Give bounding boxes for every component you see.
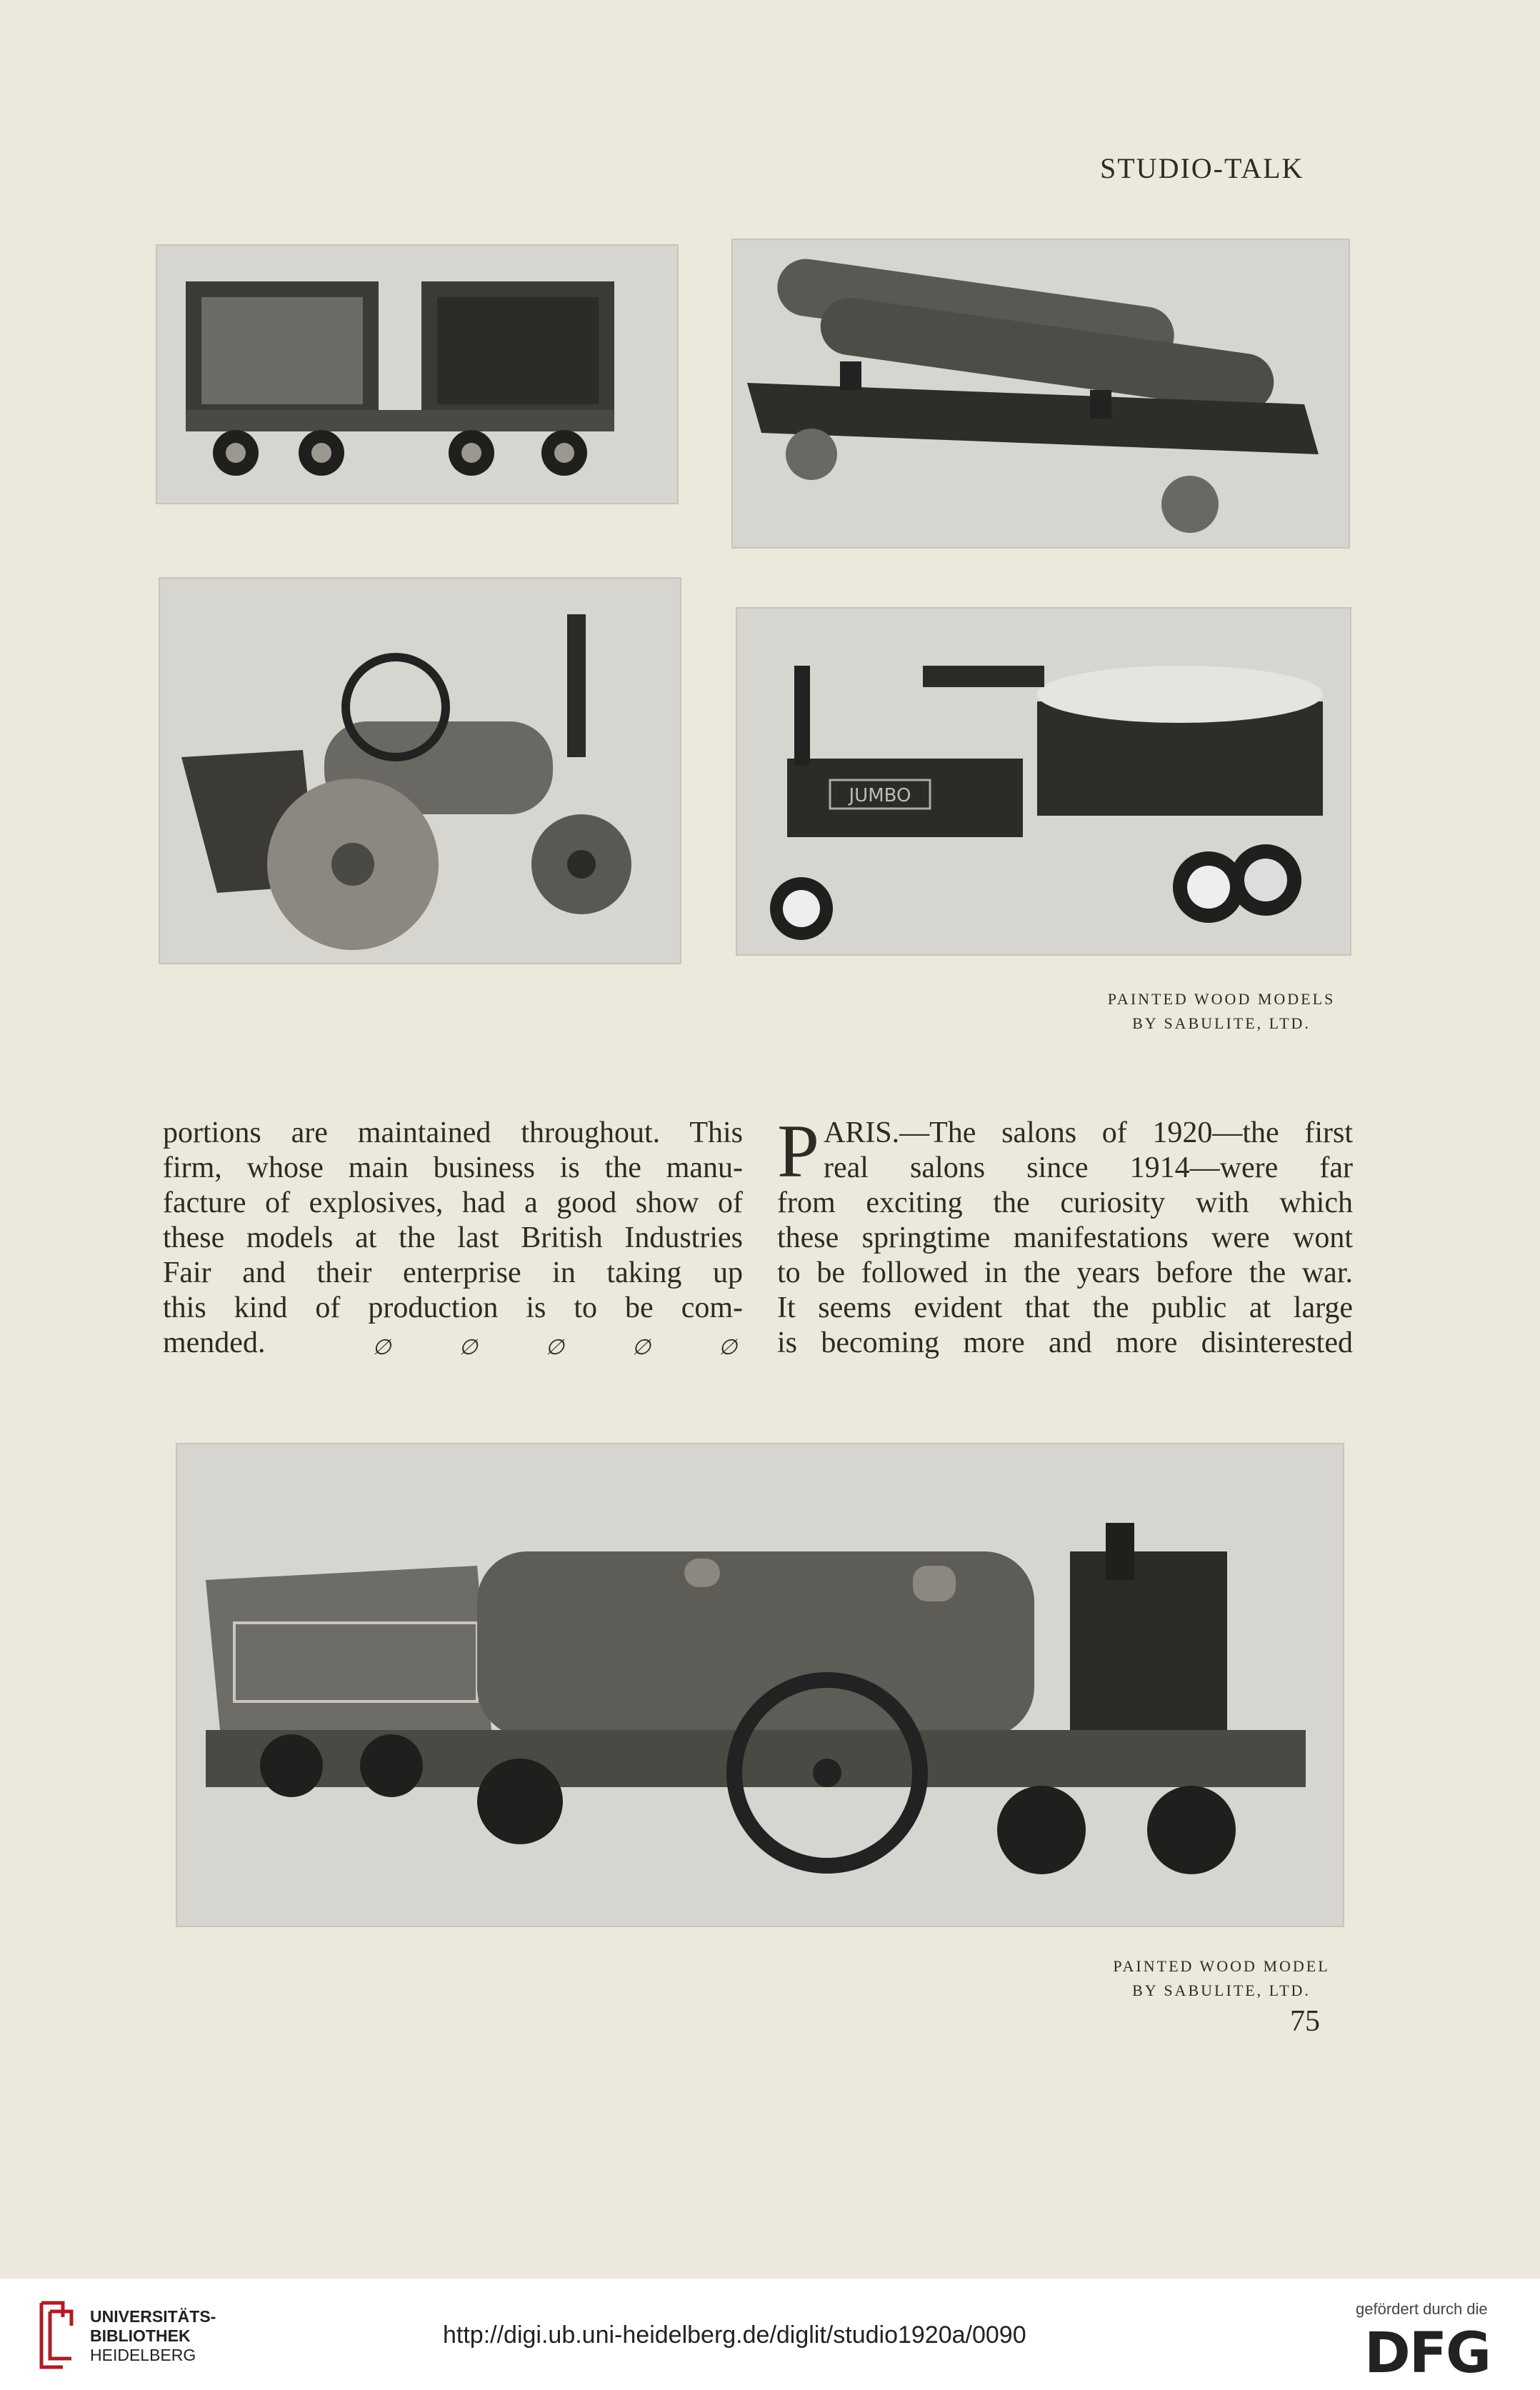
text-line: real salons since 1914—were far [823, 1151, 1353, 1184]
text-line: facture of explosives, had a good show of [163, 1186, 743, 1219]
text-line: Fair and their enterprise in taking up [163, 1256, 743, 1289]
section-ornaments [372, 1326, 737, 1365]
caption-top [1086, 987, 1357, 1036]
leaf-ornament-icon: ∅ [459, 1336, 478, 1359]
leaf-ornament-icon: ∅ [545, 1336, 564, 1359]
text-line: these models at the last British Industries [163, 1221, 743, 1254]
page-number: 75 [1290, 2005, 1320, 2038]
text-line: It seems evident that the public at large [777, 1291, 1353, 1324]
running-header: STUDIO-TALK [1100, 152, 1304, 184]
text-line-final-word: mended. [163, 1326, 266, 1359]
text-line: from exciting the curiosity with which [777, 1186, 1353, 1219]
caption-top-line-2: BY SABULITE, LTD. [1132, 1014, 1311, 1032]
svg-text:JUMBO: JUMBO [849, 785, 911, 806]
text-line: ARIS.—The salons of 1920—the first [823, 1116, 1353, 1149]
text-line: to be followed in the years before the war. [777, 1256, 1353, 1289]
library-name [90, 2307, 216, 2365]
photo-log-wagon [731, 239, 1350, 549]
text-column-right [777, 1109, 1353, 1361]
text-line: these springtime manifestations were wont [777, 1221, 1353, 1254]
library-logo-icon [34, 2296, 83, 2374]
source-url-link[interactable]: http://digi.ub.uni-heidelberg.de/diglit/studio1920a/0090 [443, 2321, 1026, 2349]
library-name-line-3: HEIDELBERG [90, 2346, 196, 2364]
caption-bottom-line-2: BY SABULITE, LTD. [1132, 1981, 1311, 1999]
text-line: firm, whose main business is the manu- [163, 1151, 743, 1184]
leaf-ornament-icon: ∅ [718, 1336, 737, 1359]
text-line: is becoming more and more disinterested [777, 1326, 1353, 1359]
sponsor-note: gefördert durch die [1356, 2300, 1488, 2318]
caption-bottom [1079, 1954, 1364, 2003]
digitization-footer [0, 2279, 1540, 2390]
text-column-left [163, 1116, 743, 1365]
drop-cap: P [777, 1109, 819, 1193]
photo-jumbo-lorry [736, 607, 1351, 956]
photo-traction-engine [159, 577, 681, 964]
caption-top-line-1: PAINTED WOOD MODELS [1107, 990, 1336, 1008]
leaf-ornament-icon: ∅ [372, 1336, 391, 1359]
photo-wagons [156, 244, 679, 504]
text-line: this kind of production is to be com- [163, 1291, 743, 1324]
caption-bottom-line-1: PAINTED WOOD MODEL [1113, 1957, 1330, 1975]
photo-locomotive [176, 1443, 1344, 1927]
text-line-final [163, 1326, 743, 1365]
dfg-logo: DFG [1364, 2321, 1491, 2386]
leaf-ornament-icon: ∅ [631, 1336, 651, 1359]
text-line: portions are maintained throughout. This [163, 1116, 743, 1149]
library-name-line-1: UNIVERSITÄTS- [90, 2307, 216, 2326]
library-name-line-2: BIBLIOTHEK [90, 2326, 191, 2345]
